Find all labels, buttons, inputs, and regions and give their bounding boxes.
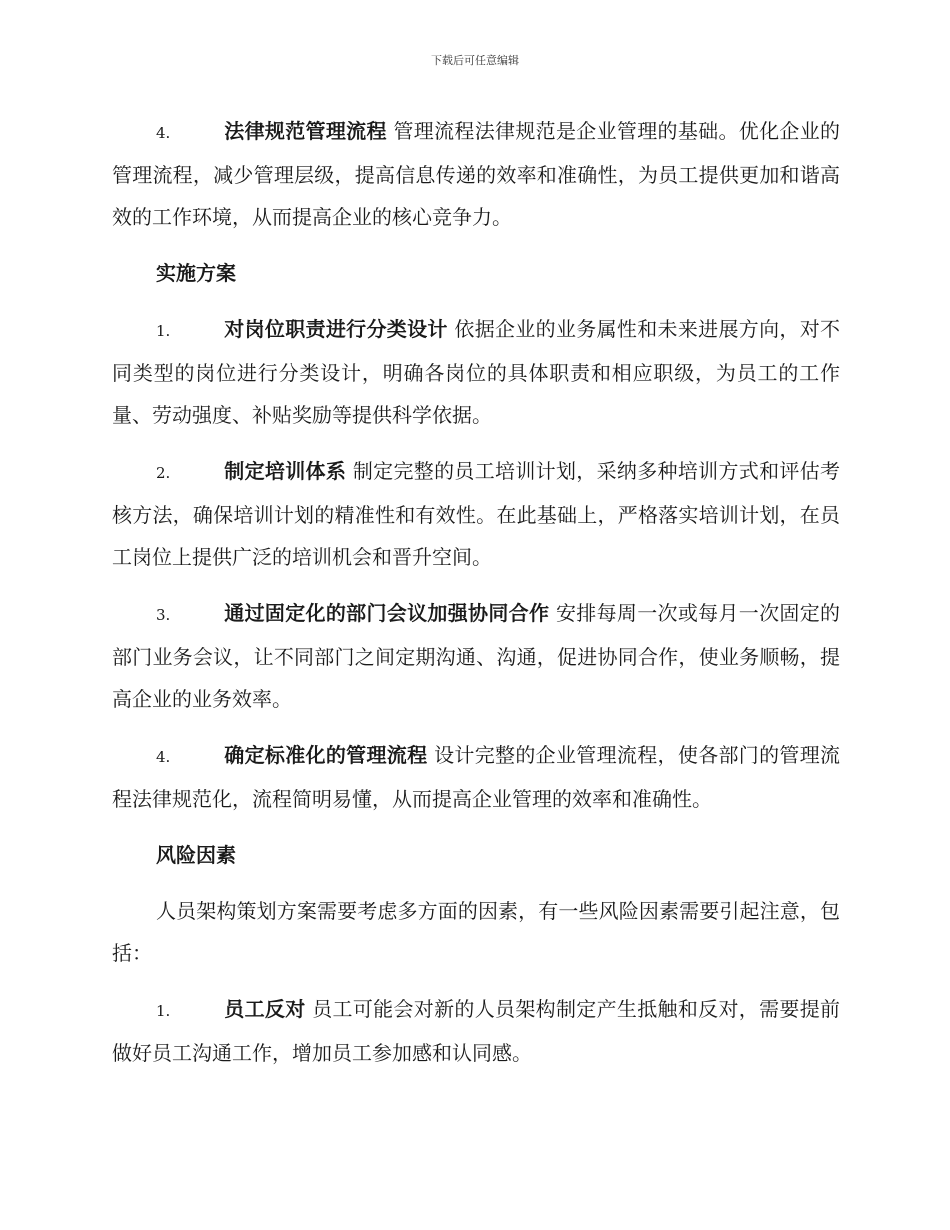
item-text: 设计完整的企业管理流程，使各部门的管理流程法律规范化，流程简明易懂，从而提高企业管理的效率和准确性。 <box>112 743 840 811</box>
risk-intro-paragraph: 人员架构策划方案需要考虑多方面的因素，有一些风险因素需要引起注意，包括： <box>112 899 840 965</box>
item-title: 制定培训体系 <box>224 459 347 483</box>
item-text: 管理流程法律规范是企业管理的基础。优化企业的管理流程，减少管理层级，提高信息传递的效率和准确性，为员工提供更加和谐高效的工作环境，从而提高企业的核心竞争力。 <box>112 119 841 229</box>
item-title: 确定标准化的管理流程 <box>224 743 428 767</box>
item-text: 员工可能会对新的人员架构制定产生抵触和反对，需要提前做好员工沟通工作，增加员工参加感和认同感。 <box>112 997 841 1065</box>
list-item <box>112 988 840 1074</box>
list-item <box>112 308 840 436</box>
item-text: 制定完整的员工培训计划，采纳多种培训方式和评估考核方法，确保培训计划的精准性和有效性。在此基础上，严格落实培训计划，在员工岗位上提供广泛的培训机会和晋升空间。 <box>112 459 841 569</box>
item-number: 2. <box>156 464 171 482</box>
list-item <box>112 734 840 820</box>
item-title: 通过固定化的部门会议加强协同合作 <box>224 601 550 625</box>
item-title: 员工反对 <box>224 997 306 1021</box>
list-item <box>112 450 840 578</box>
page-header: 下载后可任意编辑 <box>431 54 519 67</box>
list-item <box>112 592 840 720</box>
list-item <box>112 110 840 238</box>
item-number: 1. <box>156 1002 171 1020</box>
item-title: 对岗位职责进行分类设计 <box>224 317 448 341</box>
section-heading-risk: 风险因素 <box>156 843 236 867</box>
item-number: 3. <box>156 606 171 624</box>
item-title: 法律规范管理流程 <box>224 119 387 143</box>
item-text: 依据企业的业务属性和未来进展方向，对不同类型的岗位进行分类设计，明确各岗位的具体职责和相应职级，为员工的工作量、劳动强度、补贴奖励等提供科学依据。 <box>112 317 841 427</box>
item-number: 1. <box>156 322 171 340</box>
item-number: 4. <box>156 124 171 142</box>
item-text: 安排每周一次或每月一次固定的部门业务会议，让不同部门之间定期沟通、沟通，促进协同合作，使业务顺畅，提高企业的业务效率。 <box>112 601 841 711</box>
document-body <box>112 110 840 1088</box>
item-number: 4. <box>156 748 171 766</box>
section-heading-implementation: 实施方案 <box>156 261 236 285</box>
